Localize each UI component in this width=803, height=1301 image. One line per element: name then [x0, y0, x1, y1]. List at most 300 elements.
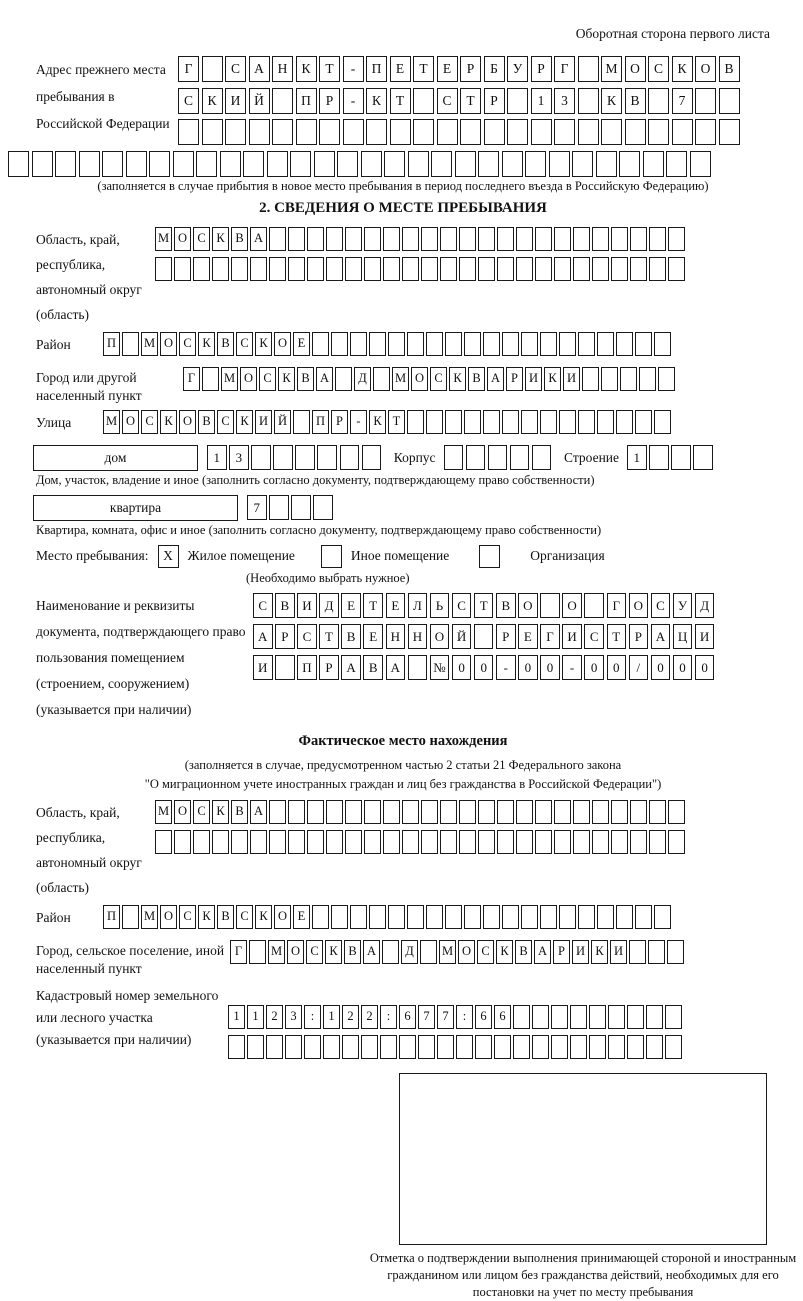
char-cell[interactable] — [225, 119, 246, 145]
char-cell[interactable]: К — [255, 905, 272, 929]
char-cell[interactable]: Е — [437, 56, 458, 82]
char-cell[interactable] — [407, 905, 424, 929]
char-cell[interactable] — [474, 624, 494, 649]
char-cell[interactable] — [584, 593, 604, 618]
char-cell[interactable] — [635, 332, 652, 356]
char-cell[interactable]: К — [198, 332, 215, 356]
char-cell[interactable]: С — [179, 332, 196, 356]
char-cell[interactable] — [646, 1005, 663, 1029]
char-cell[interactable] — [608, 1005, 625, 1029]
char-cell[interactable] — [437, 119, 458, 145]
char-cell[interactable] — [695, 119, 716, 145]
char-cell[interactable] — [399, 1035, 416, 1059]
char-cell[interactable] — [426, 905, 443, 929]
char-cell[interactable]: В — [198, 410, 215, 434]
char-cell[interactable]: Б — [484, 56, 505, 82]
char-cell[interactable]: К — [296, 56, 317, 82]
char-cell[interactable]: И — [525, 367, 542, 391]
char-cell[interactable] — [466, 445, 486, 470]
char-cell[interactable] — [335, 367, 352, 391]
char-cell[interactable] — [407, 332, 424, 356]
char-cell[interactable]: П — [312, 410, 329, 434]
char-cell[interactable] — [668, 227, 685, 251]
char-cell[interactable]: О — [179, 410, 196, 434]
char-cell[interactable] — [247, 1035, 264, 1059]
char-cell[interactable]: И — [572, 940, 589, 964]
char-cell[interactable]: П — [296, 88, 317, 114]
char-cell[interactable] — [672, 119, 693, 145]
char-cell[interactable]: С — [253, 593, 273, 618]
char-cell[interactable]: Д — [695, 593, 715, 618]
char-cell[interactable] — [630, 257, 647, 281]
char-cell[interactable]: 0 — [651, 655, 671, 680]
char-cell[interactable] — [510, 445, 530, 470]
char-cell[interactable] — [291, 495, 311, 520]
char-cell[interactable] — [269, 257, 286, 281]
char-cell[interactable] — [323, 1035, 340, 1059]
char-cell[interactable] — [193, 830, 210, 854]
char-cell[interactable]: Й — [452, 624, 472, 649]
char-cell[interactable] — [516, 257, 533, 281]
char-cell[interactable]: А — [487, 367, 504, 391]
char-cell[interactable] — [668, 830, 685, 854]
char-cell[interactable]: Т — [474, 593, 494, 618]
char-cell[interactable] — [578, 332, 595, 356]
char-cell[interactable]: 7 — [437, 1005, 454, 1029]
char-cell[interactable]: К — [672, 56, 693, 82]
char-cell[interactable]: Т — [390, 88, 411, 114]
char-cell[interactable] — [269, 495, 289, 520]
char-cell[interactable] — [540, 410, 557, 434]
char-cell[interactable]: 1 — [207, 445, 227, 470]
char-cell[interactable]: А — [534, 940, 551, 964]
char-cell[interactable] — [597, 410, 614, 434]
char-cell[interactable] — [326, 257, 343, 281]
char-cell[interactable]: О — [411, 367, 428, 391]
char-cell[interactable] — [695, 88, 716, 114]
char-cell[interactable] — [249, 119, 270, 145]
char-cell[interactable] — [639, 367, 656, 391]
char-cell[interactable] — [597, 905, 614, 929]
char-cell[interactable] — [440, 800, 457, 824]
char-cell[interactable]: С — [193, 800, 210, 824]
char-cell[interactable]: К — [236, 410, 253, 434]
char-cell[interactable] — [549, 151, 570, 177]
char-cell[interactable]: Е — [293, 332, 310, 356]
char-cell[interactable] — [502, 410, 519, 434]
char-cell[interactable] — [525, 151, 546, 177]
char-cell[interactable] — [654, 905, 671, 929]
char-cell[interactable] — [32, 151, 53, 177]
char-cell[interactable] — [402, 227, 419, 251]
char-cell[interactable] — [345, 800, 362, 824]
char-cell[interactable] — [521, 332, 538, 356]
char-cell[interactable]: 3 — [554, 88, 575, 114]
char-cell[interactable]: Й — [249, 88, 270, 114]
char-cell[interactable]: А — [363, 940, 380, 964]
char-cell[interactable]: С — [179, 905, 196, 929]
char-cell[interactable]: С — [437, 88, 458, 114]
char-cell[interactable] — [535, 257, 552, 281]
char-cell[interactable]: С — [297, 624, 317, 649]
char-cell[interactable]: М — [141, 332, 158, 356]
char-cell[interactable] — [420, 940, 437, 964]
char-cell[interactable] — [597, 332, 614, 356]
char-cell[interactable] — [478, 800, 495, 824]
char-cell[interactable] — [630, 830, 647, 854]
char-cell[interactable] — [312, 905, 329, 929]
char-cell[interactable]: 1 — [323, 1005, 340, 1029]
char-cell[interactable]: У — [673, 593, 693, 618]
char-cell[interactable] — [174, 830, 191, 854]
char-cell[interactable]: Е — [341, 593, 361, 618]
char-cell[interactable] — [665, 1035, 682, 1059]
char-cell[interactable] — [288, 800, 305, 824]
char-cell[interactable] — [494, 1035, 511, 1059]
char-cell[interactable]: Т — [413, 56, 434, 82]
char-cell[interactable] — [459, 227, 476, 251]
char-cell[interactable]: В — [363, 655, 383, 680]
char-cell[interactable]: В — [297, 367, 314, 391]
char-cell[interactable] — [102, 151, 123, 177]
char-cell[interactable] — [589, 1005, 606, 1029]
char-cell[interactable] — [364, 800, 381, 824]
char-cell[interactable] — [288, 257, 305, 281]
char-cell[interactable]: П — [103, 332, 120, 356]
char-cell[interactable] — [671, 445, 691, 470]
char-cell[interactable]: Е — [363, 624, 383, 649]
char-cell[interactable] — [483, 410, 500, 434]
char-cell[interactable]: М — [155, 800, 172, 824]
char-cell[interactable] — [343, 119, 364, 145]
char-cell[interactable]: О — [240, 367, 257, 391]
char-cell[interactable] — [212, 257, 229, 281]
char-cell[interactable] — [444, 445, 464, 470]
char-cell[interactable]: С — [477, 940, 494, 964]
char-cell[interactable]: Р — [629, 624, 649, 649]
char-cell[interactable]: В — [515, 940, 532, 964]
char-cell[interactable]: Р — [319, 655, 339, 680]
char-cell[interactable] — [122, 905, 139, 929]
char-cell[interactable] — [272, 88, 293, 114]
char-cell[interactable] — [126, 151, 147, 177]
char-cell[interactable] — [665, 1005, 682, 1029]
char-cell[interactable] — [483, 332, 500, 356]
char-cell[interactable]: С — [259, 367, 276, 391]
char-cell[interactable]: В — [231, 800, 248, 824]
char-cell[interactable]: К — [255, 332, 272, 356]
char-cell[interactable] — [616, 332, 633, 356]
char-cell[interactable]: - — [350, 410, 367, 434]
char-cell[interactable] — [464, 332, 481, 356]
char-cell[interactable] — [459, 800, 476, 824]
char-cell[interactable] — [521, 905, 538, 929]
char-cell[interactable] — [648, 88, 669, 114]
char-cell[interactable]: С — [236, 332, 253, 356]
char-cell[interactable] — [649, 800, 666, 824]
char-cell[interactable] — [421, 227, 438, 251]
char-cell[interactable]: К — [202, 88, 223, 114]
char-cell[interactable] — [269, 830, 286, 854]
char-cell[interactable] — [573, 227, 590, 251]
char-cell[interactable] — [445, 905, 462, 929]
char-cell[interactable] — [478, 830, 495, 854]
char-cell[interactable]: С — [452, 593, 472, 618]
char-cell[interactable] — [497, 257, 514, 281]
char-cell[interactable] — [384, 151, 405, 177]
char-cell[interactable]: М — [439, 940, 456, 964]
char-cell[interactable] — [559, 905, 576, 929]
char-cell[interactable]: : — [380, 1005, 397, 1029]
char-cell[interactable] — [507, 119, 528, 145]
char-cell[interactable]: 1 — [627, 445, 647, 470]
char-cell[interactable]: К — [601, 88, 622, 114]
char-cell[interactable] — [269, 227, 286, 251]
char-cell[interactable] — [231, 257, 248, 281]
char-cell[interactable] — [361, 151, 382, 177]
char-cell[interactable]: Н — [386, 624, 406, 649]
char-cell[interactable] — [625, 119, 646, 145]
char-cell[interactable] — [307, 800, 324, 824]
char-cell[interactable] — [497, 227, 514, 251]
char-cell[interactable] — [266, 1035, 283, 1059]
char-cell[interactable] — [383, 830, 400, 854]
char-cell[interactable]: В — [344, 940, 361, 964]
char-cell[interactable]: И — [255, 410, 272, 434]
char-cell[interactable] — [307, 227, 324, 251]
char-cell[interactable] — [596, 151, 617, 177]
char-cell[interactable] — [611, 227, 628, 251]
char-cell[interactable] — [551, 1035, 568, 1059]
char-cell[interactable] — [155, 830, 172, 854]
char-cell[interactable]: И — [225, 88, 246, 114]
char-cell[interactable] — [319, 119, 340, 145]
char-cell[interactable] — [535, 830, 552, 854]
char-cell[interactable]: Л — [408, 593, 428, 618]
organization-checkbox[interactable] — [479, 545, 500, 568]
char-cell[interactable] — [250, 830, 267, 854]
char-cell[interactable] — [122, 332, 139, 356]
char-cell[interactable] — [488, 445, 508, 470]
char-cell[interactable] — [212, 830, 229, 854]
char-cell[interactable] — [554, 119, 575, 145]
char-cell[interactable] — [531, 119, 552, 145]
char-cell[interactable]: 3 — [285, 1005, 302, 1029]
char-cell[interactable] — [366, 119, 387, 145]
char-cell[interactable] — [350, 332, 367, 356]
char-cell[interactable] — [532, 1035, 549, 1059]
char-cell[interactable]: К — [325, 940, 342, 964]
char-cell[interactable]: Т — [319, 624, 339, 649]
char-cell[interactable] — [267, 151, 288, 177]
char-cell[interactable] — [592, 800, 609, 824]
char-cell[interactable]: К — [369, 410, 386, 434]
char-cell[interactable] — [616, 410, 633, 434]
char-cell[interactable] — [589, 1035, 606, 1059]
char-cell[interactable]: А — [341, 655, 361, 680]
char-cell[interactable] — [649, 830, 666, 854]
char-cell[interactable] — [445, 332, 462, 356]
char-cell[interactable] — [202, 367, 219, 391]
char-cell[interactable] — [620, 367, 637, 391]
char-cell[interactable] — [304, 1035, 321, 1059]
char-cell[interactable] — [578, 905, 595, 929]
char-cell[interactable] — [312, 332, 329, 356]
char-cell[interactable] — [421, 257, 438, 281]
char-cell[interactable] — [402, 830, 419, 854]
char-cell[interactable] — [554, 830, 571, 854]
residential-checkbox[interactable]: X — [158, 545, 179, 568]
char-cell[interactable]: О — [174, 800, 191, 824]
char-cell[interactable]: Г — [607, 593, 627, 618]
char-cell[interactable] — [667, 940, 684, 964]
char-cell[interactable]: У — [507, 56, 528, 82]
char-cell[interactable] — [345, 830, 362, 854]
char-cell[interactable]: С — [430, 367, 447, 391]
char-cell[interactable] — [383, 257, 400, 281]
char-cell[interactable]: М — [141, 905, 158, 929]
char-cell[interactable] — [601, 367, 618, 391]
char-cell[interactable] — [362, 445, 382, 470]
char-cell[interactable] — [611, 800, 628, 824]
char-cell[interactable] — [340, 445, 360, 470]
char-cell[interactable] — [155, 257, 172, 281]
char-cell[interactable]: Ц — [673, 624, 693, 649]
char-cell[interactable] — [383, 227, 400, 251]
char-cell[interactable] — [173, 151, 194, 177]
char-cell[interactable] — [8, 151, 29, 177]
char-cell[interactable] — [629, 940, 646, 964]
char-cell[interactable] — [345, 257, 362, 281]
char-cell[interactable] — [350, 905, 367, 929]
char-cell[interactable] — [540, 905, 557, 929]
char-cell[interactable] — [627, 1005, 644, 1029]
char-cell[interactable]: В — [496, 593, 516, 618]
char-cell[interactable] — [193, 257, 210, 281]
char-cell[interactable] — [364, 830, 381, 854]
char-cell[interactable]: А — [253, 624, 273, 649]
char-cell[interactable] — [413, 119, 434, 145]
char-cell[interactable] — [317, 445, 337, 470]
char-cell[interactable] — [79, 151, 100, 177]
char-cell[interactable] — [478, 257, 495, 281]
char-cell[interactable] — [654, 410, 671, 434]
char-cell[interactable] — [331, 332, 348, 356]
char-cell[interactable] — [475, 1035, 492, 1059]
char-cell[interactable]: В — [217, 905, 234, 929]
char-cell[interactable] — [668, 800, 685, 824]
char-cell[interactable]: А — [250, 800, 267, 824]
char-cell[interactable] — [345, 227, 362, 251]
char-cell[interactable]: - — [562, 655, 582, 680]
char-cell[interactable] — [178, 119, 199, 145]
char-cell[interactable] — [390, 119, 411, 145]
char-cell[interactable] — [627, 1035, 644, 1059]
char-cell[interactable] — [426, 332, 443, 356]
char-cell[interactable] — [616, 905, 633, 929]
char-cell[interactable]: С — [178, 88, 199, 114]
char-cell[interactable] — [382, 940, 399, 964]
char-cell[interactable]: Д — [354, 367, 371, 391]
char-cell[interactable]: Т — [319, 56, 340, 82]
char-cell[interactable] — [455, 151, 476, 177]
char-cell[interactable]: 2 — [342, 1005, 359, 1029]
char-cell[interactable]: П — [366, 56, 387, 82]
char-cell[interactable]: А — [250, 227, 267, 251]
char-cell[interactable]: М — [103, 410, 120, 434]
char-cell[interactable]: Ь — [430, 593, 450, 618]
char-cell[interactable]: С — [651, 593, 671, 618]
char-cell[interactable]: Т — [388, 410, 405, 434]
char-cell[interactable]: В — [468, 367, 485, 391]
char-cell[interactable]: И — [563, 367, 580, 391]
char-cell[interactable] — [402, 257, 419, 281]
char-cell[interactable]: 2 — [361, 1005, 378, 1029]
char-cell[interactable] — [611, 830, 628, 854]
char-cell[interactable] — [484, 119, 505, 145]
char-cell[interactable]: Д — [401, 940, 418, 964]
char-cell[interactable] — [532, 445, 552, 470]
char-cell[interactable] — [369, 332, 386, 356]
char-cell[interactable]: А — [249, 56, 270, 82]
char-cell[interactable] — [149, 151, 170, 177]
char-cell[interactable]: : — [304, 1005, 321, 1029]
char-cell[interactable]: С — [648, 56, 669, 82]
char-cell[interactable] — [326, 227, 343, 251]
char-cell[interactable] — [337, 151, 358, 177]
char-cell[interactable] — [719, 119, 740, 145]
char-cell[interactable]: Е — [293, 905, 310, 929]
char-cell[interactable]: С — [306, 940, 323, 964]
char-cell[interactable] — [408, 655, 428, 680]
char-cell[interactable]: И — [610, 940, 627, 964]
char-cell[interactable]: А — [316, 367, 333, 391]
char-cell[interactable]: К — [591, 940, 608, 964]
char-cell[interactable] — [418, 1035, 435, 1059]
char-cell[interactable] — [460, 119, 481, 145]
char-cell[interactable]: О — [629, 593, 649, 618]
char-cell[interactable]: Г — [540, 624, 560, 649]
char-cell[interactable] — [307, 257, 324, 281]
char-cell[interactable]: Р — [484, 88, 505, 114]
char-cell[interactable] — [296, 119, 317, 145]
char-cell[interactable] — [459, 257, 476, 281]
char-cell[interactable] — [551, 1005, 568, 1029]
char-cell[interactable] — [231, 830, 248, 854]
char-cell[interactable] — [513, 1035, 530, 1059]
char-cell[interactable]: Г — [230, 940, 247, 964]
char-cell[interactable]: 6 — [494, 1005, 511, 1029]
char-cell[interactable]: 0 — [540, 655, 560, 680]
char-cell[interactable]: В — [625, 88, 646, 114]
char-cell[interactable]: Е — [390, 56, 411, 82]
char-cell[interactable] — [630, 800, 647, 824]
char-cell[interactable]: О — [274, 332, 291, 356]
char-cell[interactable]: М — [601, 56, 622, 82]
char-cell[interactable]: В — [231, 227, 248, 251]
char-cell[interactable] — [592, 257, 609, 281]
char-cell[interactable]: Т — [607, 624, 627, 649]
char-cell[interactable] — [554, 800, 571, 824]
char-cell[interactable] — [437, 1035, 454, 1059]
char-cell[interactable]: Е — [386, 593, 406, 618]
char-cell[interactable]: 7 — [418, 1005, 435, 1029]
char-cell[interactable] — [573, 830, 590, 854]
char-cell[interactable]: 2 — [266, 1005, 283, 1029]
char-cell[interactable] — [573, 800, 590, 824]
char-cell[interactable] — [592, 830, 609, 854]
char-cell[interactable] — [313, 495, 333, 520]
